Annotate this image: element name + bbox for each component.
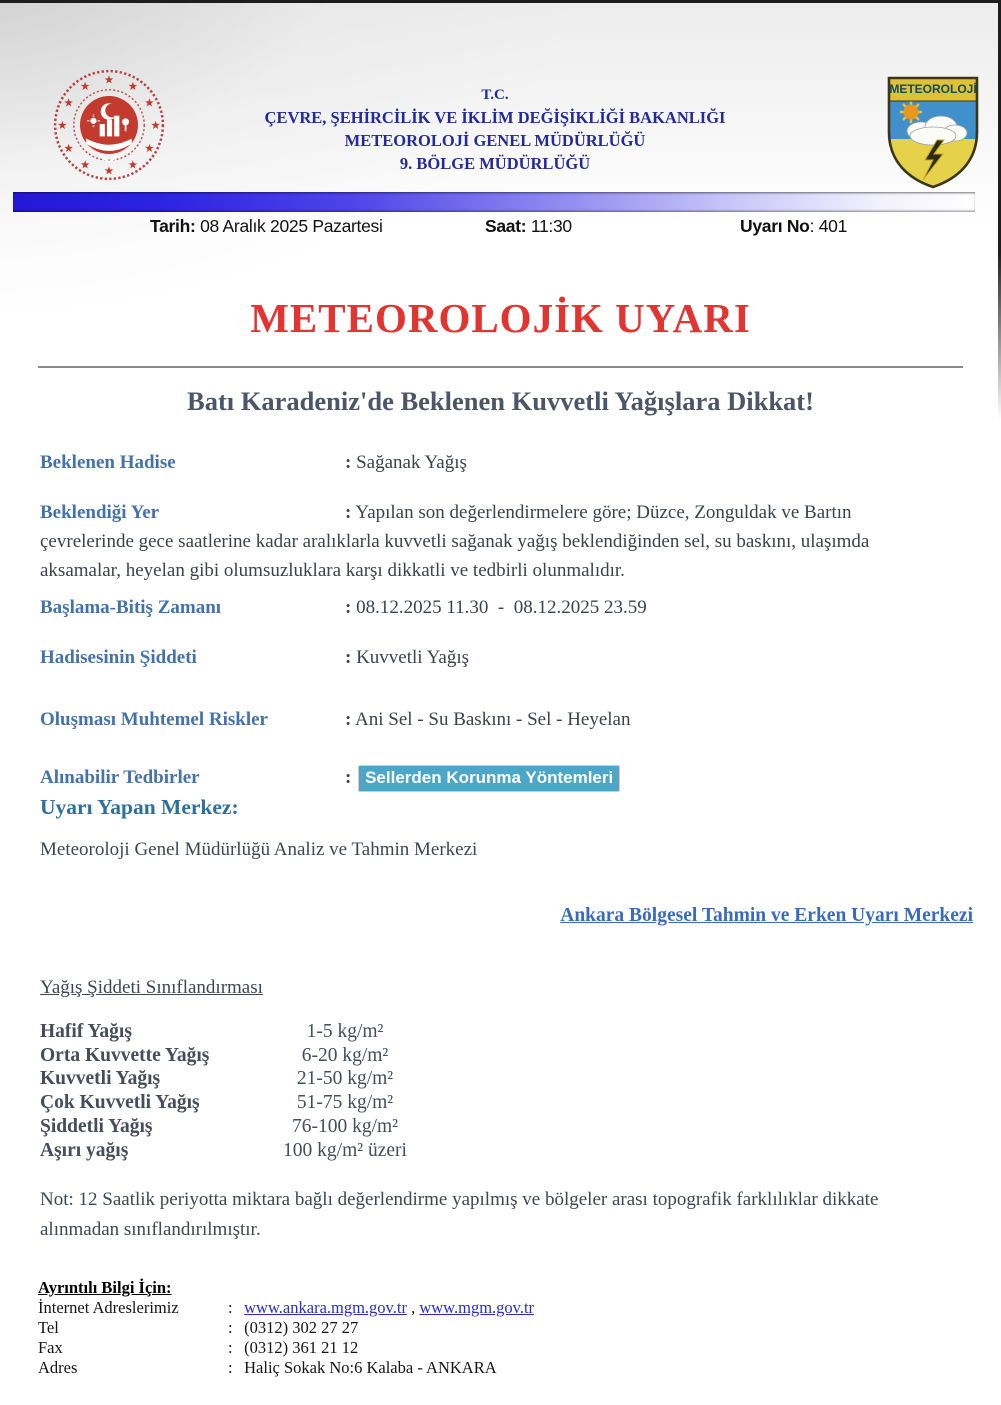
contact-row-fax: Fax : (0312) 361 21 12: [38, 1338, 359, 1357]
classification-row: Kuvvetli Yağış 21-50 kg/m²: [40, 1068, 394, 1090]
warning-no-colon: :: [809, 216, 815, 236]
info-bar: [0, 216, 1001, 242]
svg-text:★: ★: [127, 157, 138, 172]
address-value: Haliç Sokak No:6 Kalaba - ANKARA: [244, 1358, 497, 1377]
warning-no-value: 401: [818, 216, 848, 236]
field-value: Sağanak Yağış: [356, 452, 467, 473]
field-row-expected-event: Beklenen Hadise : Sağanak Yağış: [40, 448, 939, 477]
field-value: Ani Sel - Su Baskını - Sel - Heyelan: [355, 709, 631, 730]
contact-row-tel: Tel : (0312) 302 27 27: [38, 1318, 359, 1337]
classification-row: Aşırı yağış 100 kg/m² üzeri: [40, 1139, 407, 1161]
field-row-possible-risks: Oluşması Muhtemel Riskler : Ani Sel - Su Baskını - Sel - Heyelan: [40, 705, 939, 734]
date-label: Tarih:: [150, 216, 196, 236]
top-border: [0, 0, 1001, 3]
classification-row: Orta Kuvvette Yağış 6-20 kg/m²: [40, 1044, 389, 1066]
svg-text:★: ★: [144, 140, 155, 155]
field-row-start-end-time: Başlama-Bitiş Zamanı : 08.12.2025 11.30 - 08.12.2025 23.59: [40, 593, 939, 622]
ministry-emblem-logo: [52, 68, 166, 187]
field-value: Yapılan son değerlendirmelere göre; Düzce, Zonguldak ve Bartın çevrelerinde gece saatlerine kadar aralıklarla kuvvetli sağanak yağış beklendiğinden sel, su baskını, ulaşımda aksamalar, heyelan gibi olumsuzluklara karşı dikkatli ve tedbirli olunmalıdır.: [40, 502, 870, 581]
classification-row: Hafif Yağış 1-5 kg/m²: [40, 1021, 384, 1042]
field-label: Oluşması Muhtemel Riskler: [40, 709, 268, 730]
time-field: [485, 216, 572, 237]
website-link-mgm[interactable]: www.mgm.gov.tr: [419, 1298, 535, 1317]
field-label: Beklenen Hadise: [40, 452, 176, 473]
contact-heading: Ayrıntılı Bilgi İçin:: [38, 1278, 172, 1297]
field-label: Başlama-Bitiş Zamanı: [40, 597, 222, 618]
svg-text:★: ★: [103, 163, 115, 178]
badge-label: METEOROLOJİ: [889, 82, 977, 96]
fax-value: (0312) 361 21 12: [244, 1338, 359, 1357]
org-line-tc: T.C.: [481, 87, 509, 103]
time-label: Saat:: [485, 216, 527, 236]
flood-protection-link[interactable]: Sellerden Korunma Yöntemleri: [358, 765, 620, 792]
date-value: 08 Aralık 2025 Pazartesi: [200, 216, 383, 236]
field-row-expected-location: Beklendiği Yer : Yapılan son değerlendirmelere göre; Düzce, Zonguldak ve Bartın çevrelerinde gece saatlerine kadar aralıklarla kuvvetli sağanak yağış beklendiğinden sel, su baskını, ulaşımda aksamalar, heyelan gibi olumsuzluklara karşı dikkatli ve tedbirli olunmalıdır.: [40, 498, 939, 585]
tel-label: Tel: [38, 1318, 59, 1337]
org-title-block: [170, 84, 820, 175]
tel-value: (0312) 302 27 27: [244, 1318, 359, 1337]
address-label: Adres: [38, 1358, 78, 1377]
field-value: 08.12.2025 11.30 - 08.12.2025 23.59: [356, 597, 647, 618]
page-title: METEOROLOJİK UYARI: [250, 295, 751, 341]
field-value: Kuvvetli Yağış: [356, 647, 470, 668]
headline: Batı Karadeniz'de Beklenen Kuvvetli Yağışlara Dikkat!: [187, 386, 814, 416]
regional-center-link[interactable]: Ankara Bölgesel Tahmin ve Erken Uyarı Merkezi: [560, 905, 973, 926]
contact-block: [38, 1278, 534, 1378]
svg-text:★: ★: [63, 140, 74, 155]
svg-text:★: ★: [57, 118, 68, 133]
org-line-ministry: ÇEVRE, ŞEHİRCİLİK VE İKLİM DEĞİŞİKLİĞİ BAKANLIĞI: [264, 108, 726, 127]
classification-row: Şiddetli Yağış 76-100 kg/m²: [40, 1115, 399, 1137]
warning-no-field: [740, 216, 847, 237]
gradient-divider-bar: [13, 192, 975, 212]
classification-heading: Yağış Şiddeti Sınıflandırması: [40, 977, 263, 998]
warning-no-label: Uyarı No: [740, 216, 810, 236]
svg-text:★: ★: [127, 78, 138, 93]
issuing-center-name: Meteoroloji Genel Müdürlüğü Analiz ve Tahmin Merkezi: [40, 839, 478, 860]
website-link-ankara[interactable]: www.ankara.mgm.gov.tr: [244, 1298, 407, 1317]
links-separator: ,: [411, 1298, 416, 1317]
field-label: Beklendiği Yer: [40, 502, 160, 523]
title-divider: [38, 366, 963, 368]
classification-row: Çok Kuvvetli Yağış 51-75 kg/m²: [40, 1092, 394, 1114]
meteorology-badge-logo: [883, 74, 983, 195]
svg-text:★: ★: [150, 118, 161, 133]
svg-text:★: ★: [63, 95, 74, 110]
field-label: Alınabilir Tedbirler: [40, 767, 200, 788]
fax-label: Fax: [38, 1338, 63, 1357]
svg-text:★: ★: [144, 95, 155, 110]
time-value: 11:30: [530, 216, 572, 236]
svg-text:★: ★: [103, 72, 115, 87]
org-line-directorate: METEOROLOJİ GENEL MÜDÜRLÜĞÜ: [344, 131, 646, 150]
note-text: Not: 12 Saatlik periyotta miktara bağlı değerlendirme yapılmış ve bölgeler arası topografik farklılıklar dikkate alınmadan sınıflandırılmıştır.: [40, 1189, 879, 1240]
ministry-emblem-icon: [52, 68, 166, 182]
web-label: İnternet Adreslerimiz: [38, 1298, 179, 1317]
contact-row-address: Adres : Haliç Sokak No:6 Kalaba - ANKARA: [38, 1358, 497, 1377]
svg-text:★: ★: [80, 78, 91, 93]
classification-table: [40, 1020, 440, 1162]
org-line-region: 9. BÖLGE MÜDÜRLÜĞÜ: [399, 154, 591, 173]
field-row-severity: Hadisesinin Şiddeti : Kuvvetli Yağış: [40, 643, 939, 672]
field-label: Hadisesinin Şiddeti: [40, 647, 197, 668]
svg-text:★: ★: [80, 157, 91, 172]
meteorology-badge-icon: [883, 74, 983, 190]
warning-fields: [40, 448, 939, 792]
date-field: [150, 216, 383, 237]
issuing-center-heading: Uyarı Yapan Merkez:: [40, 795, 239, 819]
contact-row-web: İnternet Adreslerimiz : www.ankara.mgm.gov.tr , www.mgm.gov.tr: [38, 1298, 535, 1317]
field-row-precautions: Alınabilir Tedbirler : Sellerden Korunma Yöntemleri: [40, 763, 939, 792]
